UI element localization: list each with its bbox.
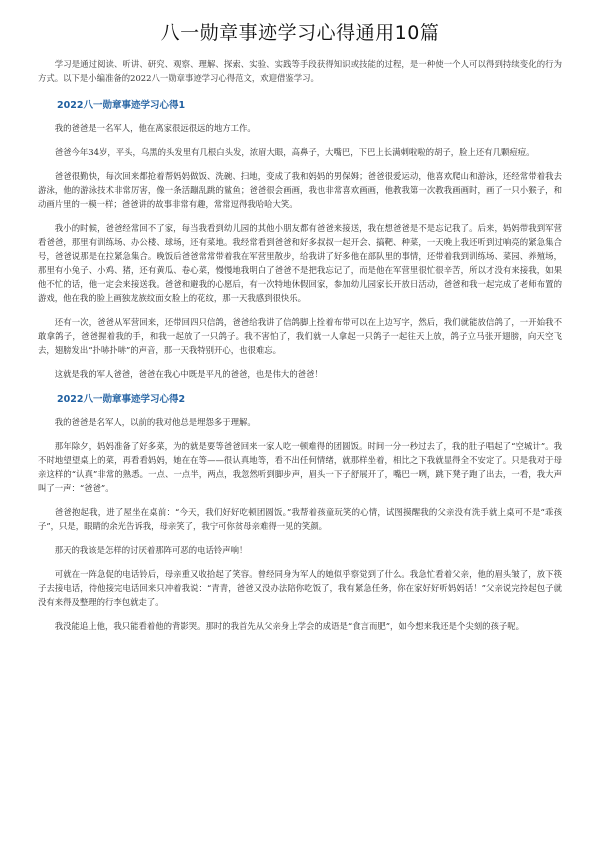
body-paragraph: 我的爸爸是名军人，以前的我对他总是埋怨多于理解。 bbox=[54, 417, 256, 427]
body-paragraph: 我小的时候，爸爸经常回不了家，每当我看到幼儿园的其他小朋友都有爸爸来接送，我在想爸爸是不是忘记我了。后来，妈妈带我到军营看爸爸，那里有训练场、办公楼、球场，还有菜地。我经常看到爸爸和好多叔叔一起开会、搞靶、种菜，一天晚上我还听到过响亮的紧急集合号，爸爸说那是在拉紧急集合。晚饭后爸爸常常带着我在军营里散步，给我讲了好多他在部队里的事情，还带着我到训练场、菜园、养殖场，那里有小兔子、小鸡、猪，还有黄瓜、卷心菜，慢慢地我明白了爸爸不是把我忘记了，而是他在军营里很忙很辛苦，所以才没有来接我，如果他不忙的话，他一定会来接送我。爸爸和避我的心愿后，有一次特地休假回家，参加幼儿园家长开放日活动，爸爸和我一起完成了老师布置的游戏，他在我的脸上画独龙族纹面女脸上的花纹，那一天我感到很快乐。 bbox=[38, 223, 562, 303]
document-title: 八一勋章事迹学习心得通用10篇 bbox=[160, 22, 440, 44]
intro-paragraph: 学习是通过阅读、听讲、研究、观察、理解、探索、实验、实践等手段获得知识或技能的过程，是一种使一个人可以得到持续变化的行为方式。以下是小编准备的2022八一勋章事迹学习心得范文，欢迎借鉴学习。 bbox=[38, 59, 562, 83]
body-paragraph: 我没能追上他，我只能看着他的背影哭。那时的我首先从父亲身上学会的成语是“食言而肥”，如今想来我还是个尖刻的孩子呢。 bbox=[54, 621, 524, 631]
body-paragraph: 我的爸爸是一名军人，他在离家很远很远的地方工作。 bbox=[54, 123, 256, 133]
body-paragraph: 那年除夕，妈妈准备了好多菜，为的就是要等爸爸回来一家人吃一顿难得的团圆饭。时间一分一秒过去了，我的肚子唱起了“空城计”。我不时地望望桌上的菜，再看看妈妈，她在在等——很认真地等，看不出任何情绪，就那样坐着，相比之下我就显得全不安定了。只是我对于母亲这样的“认真”非常的熟悉。一点、一点半，两点，我忽然听到脚步声，眉头一下子舒展开了，嘴巴一咧，跳下凳子跑了出去，一看，我大声叫了一声：“爸爸”。 bbox=[38, 441, 562, 493]
body-paragraph: 爸爸今年34岁，平头，乌黑的头发里有几根白头发，浓眉大眼，高鼻子，大嘴巴，下巴上长满刺啦啦的胡子，脸上还有几颗痘痘。 bbox=[54, 147, 535, 157]
body-paragraph: 爸爸很勤快，每次回来都抢着帮妈妈做饭、洗碗、扫地，变成了我和妈妈的男保姆；爸爸很爱运动，他喜欢爬山和游泳，还经常带着我去游泳，他的游泳技术非常厉害，像一条活蹦乱跳的鲨鱼；爸爸很会画画，我也非常喜欢画画，他教我第一次教我画画时，画了一只小猴子，和动画片里的一模一样；爸爸讲的故事非常有趣，常常逗得我哈哈大笑。 bbox=[38, 171, 562, 209]
body-paragraph: 可就在一阵急促的电话铃后，母亲重又收拾起了笑容。曾经同身为军人的她似乎察觉到了什么。我急忙看着父亲，他的眉头皱了，放下筷子去接电话，待他接完电话回来只冲着我说：“青青，爸爸又没办法陪你吃饭了，我有紧急任务，你在家好好听妈妈话！”父亲说完拎起包子就没有来得及整理的行李包就走了。 bbox=[38, 569, 562, 607]
section-heading: 2022八一勋章事迹学习心得1 bbox=[57, 100, 186, 111]
body-paragraph: 那天的我该是怎样的讨厌着那阵可恶的电话铃声响！ bbox=[54, 545, 248, 555]
body-paragraph: 爸爸抱起我，进了屋坐在桌前：“今天，我们好好吃顿团圆饭。”我帮着孩童玩笑的心情，试图摸醒我的父亲没有洗手就上桌可不是“乖孩子”，只是，眼睛的余光告诉我，母亲笑了，我宁可你贫母亲难得一见的笑颜。 bbox=[38, 507, 562, 531]
section-heading: 2022八一勋章事迹学习心得2 bbox=[57, 394, 186, 405]
body-paragraph: 这就是我的军人爸爸，爸爸在我心中既是平凡的爸爸，也是伟大的爸爸！ bbox=[54, 369, 323, 379]
body-paragraph: 还有一次，爸爸从军营回来，还带回四只信鸽，爸爸给我讲了信鸽脚上拴着布带可以在上边写字，然后，我们就能放信鸽了，一开始我不敢拿鸽子，爸爸握着我的手，和我一起放了一只鸽子。我不害怕了，我们就一人拿起一只鸽子一起往天上放，鸽子立马张开翅膀，向天空飞去，翅膀发出“扑哧扑哧”的声音，那一天我特别开心，也很难忘。 bbox=[38, 317, 562, 355]
